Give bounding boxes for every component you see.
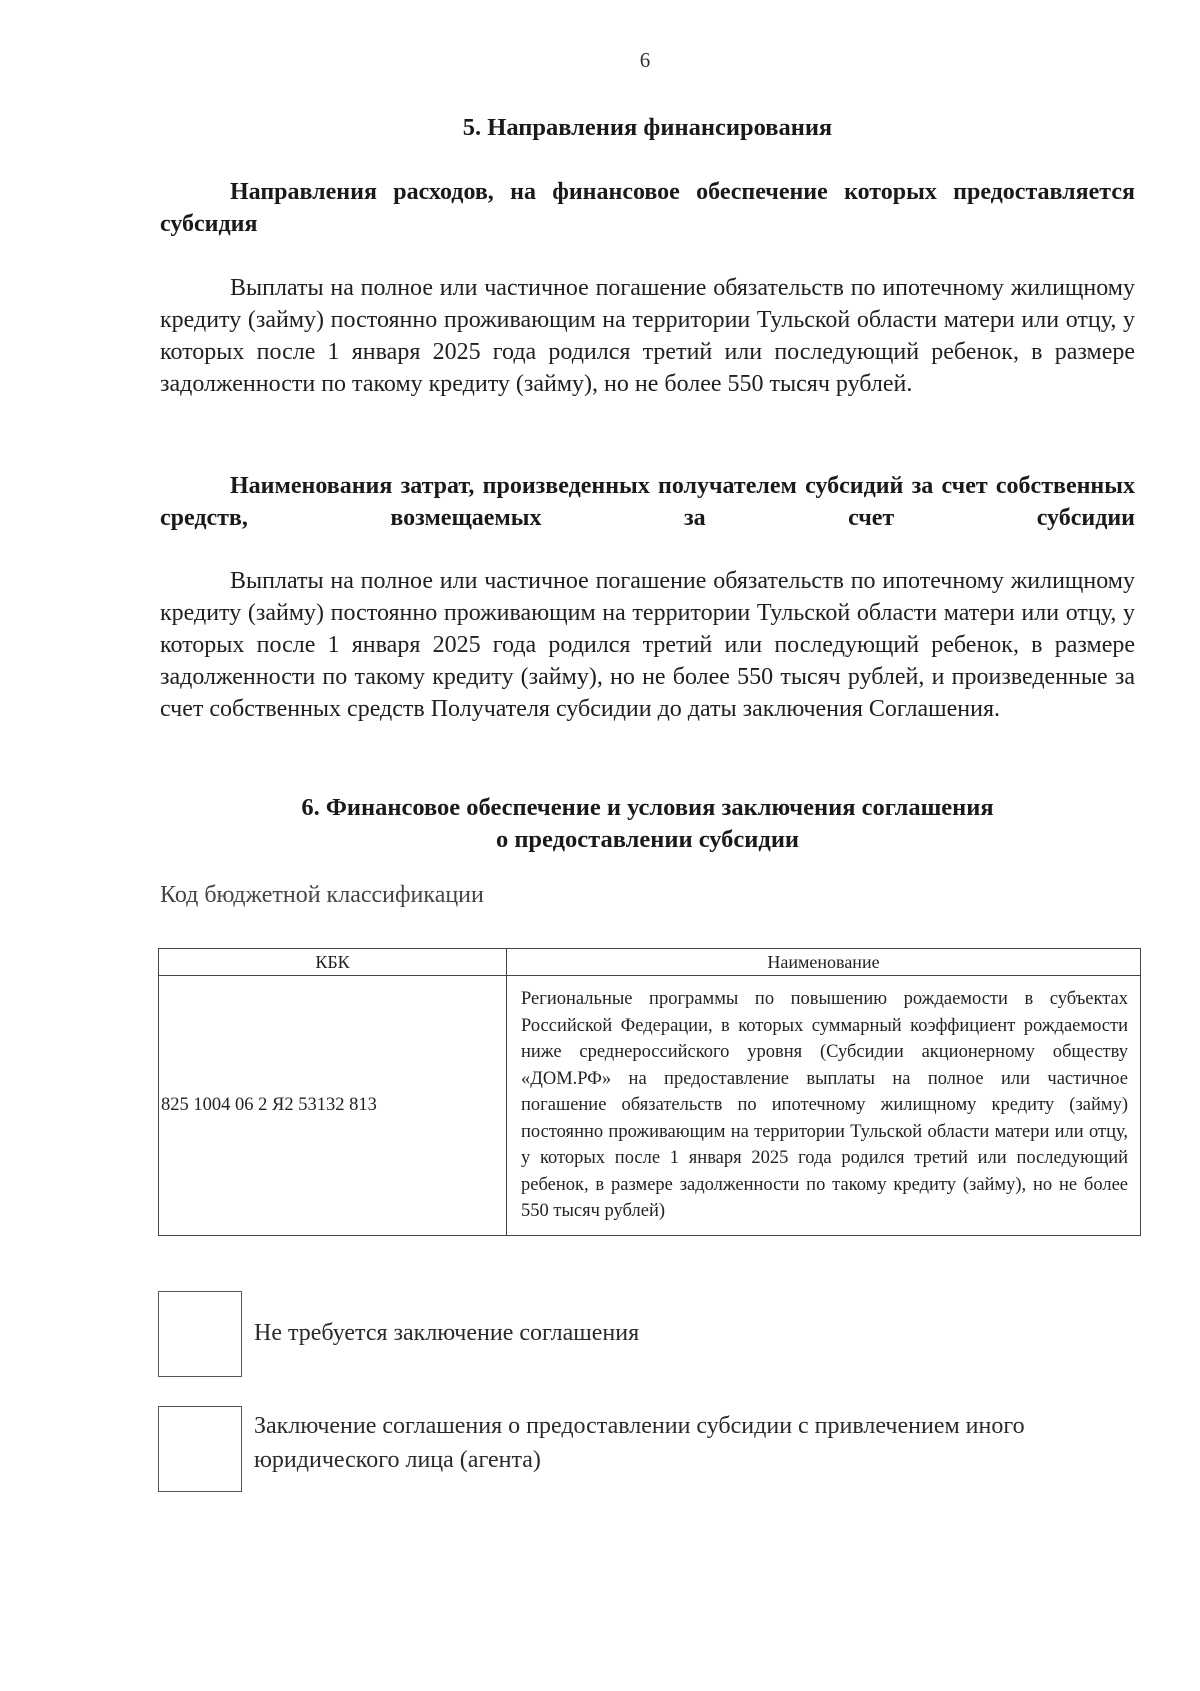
header-kbk: КБК xyxy=(159,949,507,976)
expense-directions-heading: Направления расходов, на финансовое обеспечение которых предоставляется субсидия xyxy=(160,179,1135,237)
expense-directions-text: Выплаты на полное или частичное погашение обязательств по ипотечному жилищному кредиту (займу) постоянно проживающим на территории Тульской области матери или отцу, у которых после 1 января 2025 года родился третий или последующий ребенок, в размере задолженности по такому кредиту (займу), но не более 550 тысяч рублей. xyxy=(160,275,1135,397)
kbk-code-cell: 825 1004 06 2 Я2 53132 813 xyxy=(159,976,507,1236)
agent-agreement-checkbox[interactable] xyxy=(158,1406,242,1492)
no-agreement-label: Не требуется заключение соглашения xyxy=(254,1320,640,1346)
kbk-table xyxy=(158,948,1141,1236)
kbk-name-cell: Региональные программы по повышению рождаемости в субъектах Российской Федерации, в которых суммарный коэффициент рождаемости ниже среднероссийского уровня (Субсидии акционерному обществу «ДОМ.РФ» на предоставление выплаты на полное или частичное погашение обязательств по ипотечному жилищному кредиту (займу) постоянно проживающим на территории Тульской области матери или отцу, у которых после 1 января 2025 года родился третий или последующий ребенок, в размере задолженности по такому кредиту (займу), но не более 550 тысяч рублей) xyxy=(507,976,1141,1236)
page-number: 6 xyxy=(639,48,651,72)
section-6-title xyxy=(160,792,1135,856)
no-agreement-checkbox[interactable] xyxy=(158,1291,242,1377)
table-header-row xyxy=(159,949,1141,976)
costs-heading: Наименования затрат, произведенных получателем субсидий за счет собственных средств, возмещаемых за счет субсидии xyxy=(160,473,1135,531)
agent-agreement-label: Заключение соглашения о предоставлении субсидии с привлечением иного юридического лица (агента) xyxy=(254,1413,1025,1473)
section-6-title-line2: о предоставлении субсидии xyxy=(495,826,800,853)
costs-text: Выплаты на полное или частичное погашение обязательств по ипотечному жилищному кредиту (займу) постоянно проживающим на территории Тульской области матери или отцу, у которых после 1 января 2025 года родился третий или последующий ребенок, в размере задолженности по такому кредиту (займу), но не более 550 тысяч рублей, и произведенные за счет собственных средств Получателя субсидии до даты заключения Соглашения. xyxy=(160,568,1135,722)
kbk-caption: Код бюджетной классификации xyxy=(160,882,484,908)
section-5-title: 5. Направления финансирования xyxy=(462,114,833,141)
header-name: Наименование xyxy=(507,949,1141,976)
section-6-title-line1: 6. Финансовое обеспечение и условия заключения соглашения xyxy=(301,794,994,821)
table-row xyxy=(159,976,1141,1236)
